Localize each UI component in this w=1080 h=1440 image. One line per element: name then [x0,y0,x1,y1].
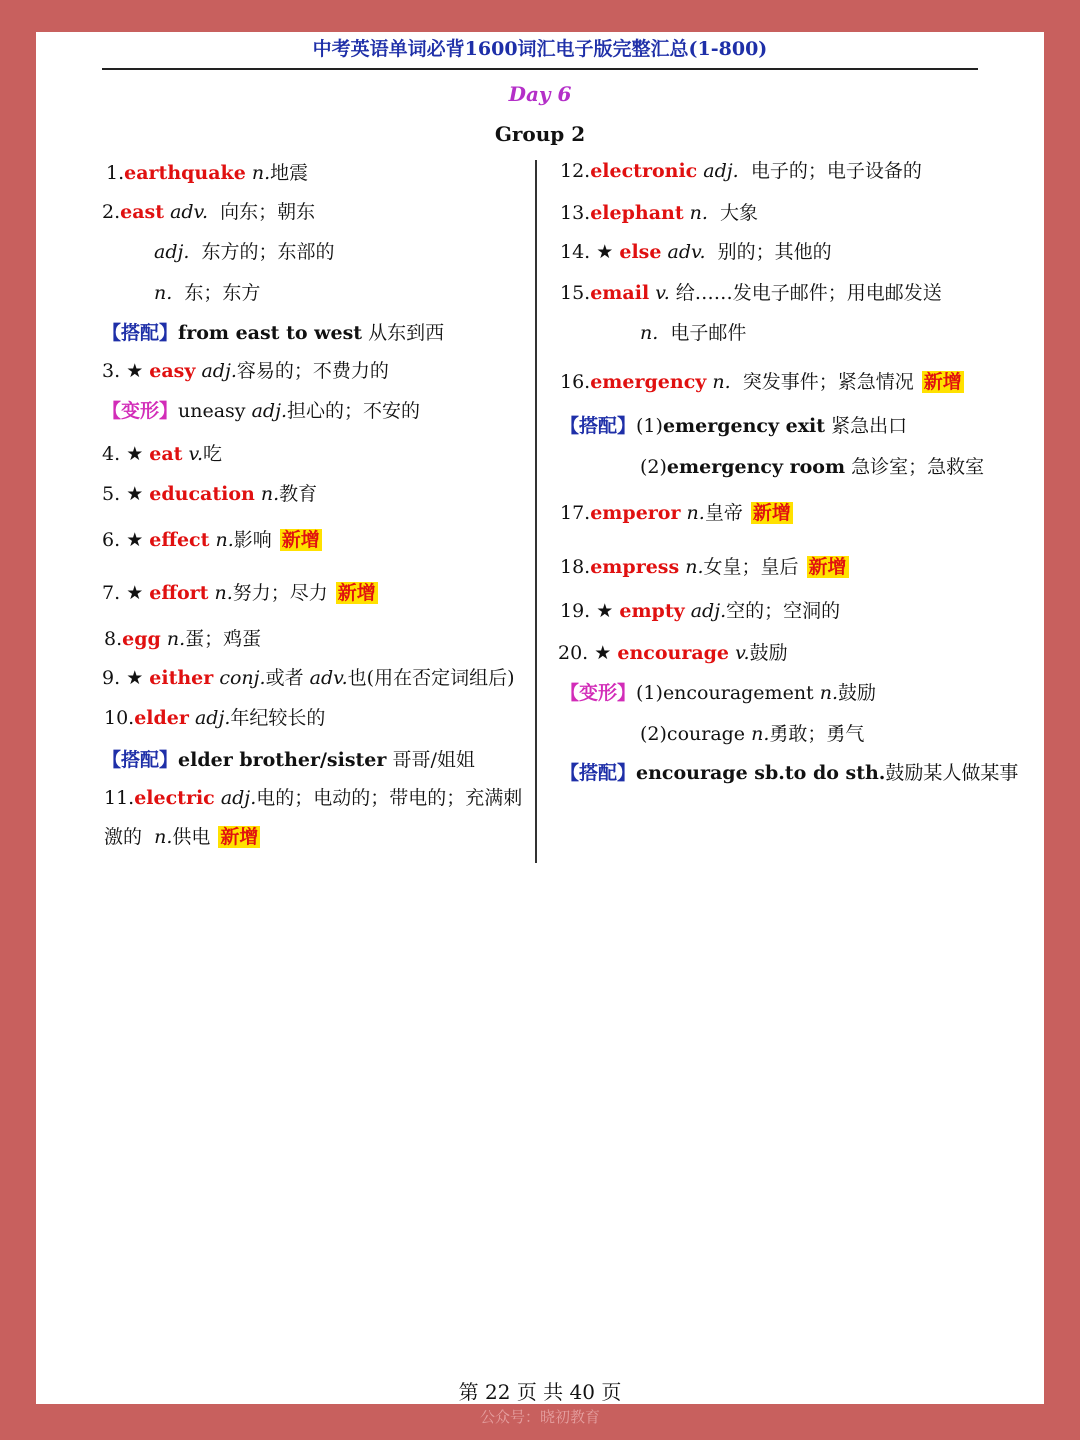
part-of-speech: conj. [219,667,266,689]
part-of-speech: adj. [703,160,739,182]
entry-number: 18. [560,556,591,578]
entry-word: encourage [617,642,730,664]
item-index: (1) [636,415,663,437]
definition: 哥哥/姐姐 [392,749,475,771]
day-heading: Day 6 [508,82,572,106]
part-of-speech: adj. [690,600,727,622]
part-of-speech: adj. [194,707,231,729]
entry-emperor [560,499,793,527]
entry-education [102,480,317,508]
definition: 激的 [104,826,143,848]
definition: 年纪较长的 [230,707,326,729]
new-badge: 新增 [220,826,259,848]
variant-uneasy [102,397,420,425]
new-badge: 新增 [808,556,847,578]
entry-number: 7. [102,582,121,604]
entry-word: electric [134,787,215,809]
entry-number: 8. [104,628,123,650]
definition: 鼓励 [749,642,788,664]
definition: 女皇；皇后 [703,556,799,578]
column-divider [535,160,537,863]
entry-word: empress [590,556,680,578]
collocation-tag: 【搭配】 [560,415,637,437]
definition: 地震 [270,162,309,184]
definition: 或者 [265,667,304,689]
definition: 容易的；不费力的 [236,360,389,382]
part-of-speech: adj. [201,360,237,382]
page-number: 第 22 页 共 40 页 [458,1380,622,1404]
definition: 从东到西 [368,322,445,344]
new-badge: 新增 [923,371,962,393]
part-of-speech: n. [260,483,280,505]
header-rule [102,68,978,70]
entry-word: empty [619,600,685,622]
part-of-speech: n. [215,529,234,551]
definition: 皇帝 [704,502,743,524]
watermark: 公众号：晓初教育 [479,1408,600,1426]
collocation-tag: 【搭配】 [102,322,179,344]
part-of-speech: n. [166,628,186,650]
new-badge: 新增 [281,529,320,551]
part-of-speech: n. [251,162,271,184]
entry-number: 9. [102,667,121,689]
star-icon: ★ [596,241,614,263]
entry-word: electronic [590,160,698,182]
collocation-tag: 【搭配】 [102,749,179,771]
part-of-speech: n. [686,502,705,524]
definition: 影响 [233,529,272,551]
variant-word: encouragement [662,682,814,704]
entry-word: else [619,241,662,263]
entry-word: either [149,667,214,689]
entry-number: 4. [102,443,121,465]
entry-number: 20. [558,642,589,664]
entry-effort [102,579,378,607]
collocation-phrase: encourage sb.to do sth. [636,762,886,784]
definition: 鼓励 [838,682,877,704]
entry-easy [102,357,389,385]
entry-number: 3. [102,360,121,382]
entry-email [560,279,942,307]
entry-number: 14. [560,241,591,263]
entry-elephant [560,199,758,227]
definition: 给……发电子邮件；用电邮发送 [675,282,942,304]
definition: 别的；其他的 [717,241,832,263]
part-of-speech: adj. [251,400,288,422]
star-icon: ★ [126,360,144,382]
part-of-speech: n. [685,556,704,578]
entry-encourage [558,639,788,667]
variant-encouragement [560,679,876,707]
star-icon: ★ [126,529,144,551]
part-of-speech: v. [188,443,204,465]
collocation-emergency-exit [560,412,907,440]
definition: 东；东方 [184,282,261,304]
entry-word: emperor [590,502,681,524]
collocation-phrase: from east to west [178,322,363,344]
collocation-tag: 【搭配】 [560,762,637,784]
definition: 供电 [172,826,211,848]
definition: 教育 [279,483,318,505]
definition: 努力；尽力 [232,582,328,604]
entry-earthquake [106,159,308,187]
variant-word: courage [666,723,746,745]
part-of-speech: adj. [154,241,190,263]
definition: 东方的；东部的 [201,241,335,263]
collocation-encourage [560,759,1018,787]
part-of-speech: adv. [667,241,706,263]
definition: 勇敢；勇气 [769,723,865,745]
definition: 电的；电动的；带电的；充满刺 [256,787,523,809]
star-icon: ★ [126,667,144,689]
entry-word: egg [122,628,161,650]
entry-number: 13. [560,202,591,224]
entry-number: 16. [560,371,591,393]
part-of-speech: n. [689,202,708,224]
entry-word: emergency [590,371,707,393]
variant-word: uneasy [178,400,246,422]
document-title: 中考英语单词必背1600词汇电子版完整汇总(1-800) [312,38,768,60]
entry-word: effect [149,529,210,551]
entry-either [102,664,514,692]
star-icon: ★ [126,443,144,465]
entry-number: 6. [102,529,121,551]
entry-word: elder [134,707,189,729]
definition: 向东；朝东 [220,201,316,223]
entry-number: 17. [560,502,591,524]
star-icon: ★ [596,600,614,622]
entry-empress [560,553,849,581]
entry-word: easy [149,360,196,382]
definition: 空的；空洞的 [726,600,841,622]
collocation-emergency-room [640,453,984,481]
entry-number: 10. [104,707,135,729]
variant-tag: 【变形】 [102,400,179,422]
collocation-phrase: elder brother/sister [178,749,387,771]
entry-else [560,238,832,266]
item-index: (2) [640,456,667,478]
part-of-speech: n. [640,322,659,344]
definition: 担心的；不安的 [287,400,421,422]
part-of-speech: adv. [170,201,209,223]
document-page [36,32,1044,1404]
part-of-speech: adj. [220,787,257,809]
group-heading: Group 2 [494,122,586,146]
entry-word: email [590,282,650,304]
entry-east-n [154,279,260,307]
entry-number: 1. [106,162,125,184]
entry-electric [104,784,522,812]
entry-number: 15. [560,282,591,304]
collocation-phrase: emergency room [666,456,846,478]
entry-emergency [560,368,964,396]
definition: 突发事件；紧急情况 [742,371,914,393]
definition: 也(用在否定词组后) [347,667,515,689]
entry-word: earthquake [124,162,246,184]
entry-electronic [560,157,922,185]
definition: 急诊室；急救室 [851,456,985,478]
entry-word: education [149,483,255,505]
part-of-speech: n. [154,282,173,304]
entry-word: east [120,201,165,223]
entry-email-n [640,319,746,347]
entry-word: effort [149,582,209,604]
entry-effect [102,526,322,554]
part-of-speech: n. [819,682,839,704]
part-of-speech: adv. [309,667,348,689]
entry-electric-cont [104,823,260,851]
entry-number: 19. [560,600,591,622]
part-of-speech: n. [154,826,173,848]
star-icon: ★ [594,642,612,664]
definition: 大象 [720,202,759,224]
entry-egg [104,625,261,653]
item-index: (2) [640,723,667,745]
part-of-speech: n. [712,371,731,393]
definition: 紧急出口 [831,415,908,437]
collocation-elder [102,746,475,774]
star-icon: ★ [126,582,144,604]
part-of-speech: n. [214,582,233,604]
item-index: (1) [636,682,663,704]
entry-word: elephant [590,202,684,224]
collocation-phrase: emergency exit [662,415,826,437]
star-icon: ★ [126,483,144,505]
definition: 鼓励某人做某事 [885,762,1019,784]
definition: 蛋；鸡蛋 [185,628,262,650]
new-badge: 新增 [337,582,376,604]
new-badge: 新增 [752,502,791,524]
part-of-speech: n. [751,723,770,745]
entry-number: 11. [104,787,135,809]
variant-tag: 【变形】 [560,682,637,704]
collocation-east [102,319,444,347]
entry-number: 5. [102,483,121,505]
entry-empty [560,597,840,625]
definition: 电子的；电子设备的 [750,160,922,182]
definition: 电子邮件 [670,322,747,344]
entry-elder [104,704,325,732]
entry-word: eat [149,443,183,465]
part-of-speech: v. [735,642,750,664]
entry-eat [102,440,222,468]
entry-east-adj [154,238,335,266]
entry-number: 2. [102,201,121,223]
variant-courage [640,720,864,748]
definition: 吃 [203,443,223,465]
entry-east [102,198,315,226]
part-of-speech: v. [655,282,670,304]
entry-number: 12. [560,160,591,182]
